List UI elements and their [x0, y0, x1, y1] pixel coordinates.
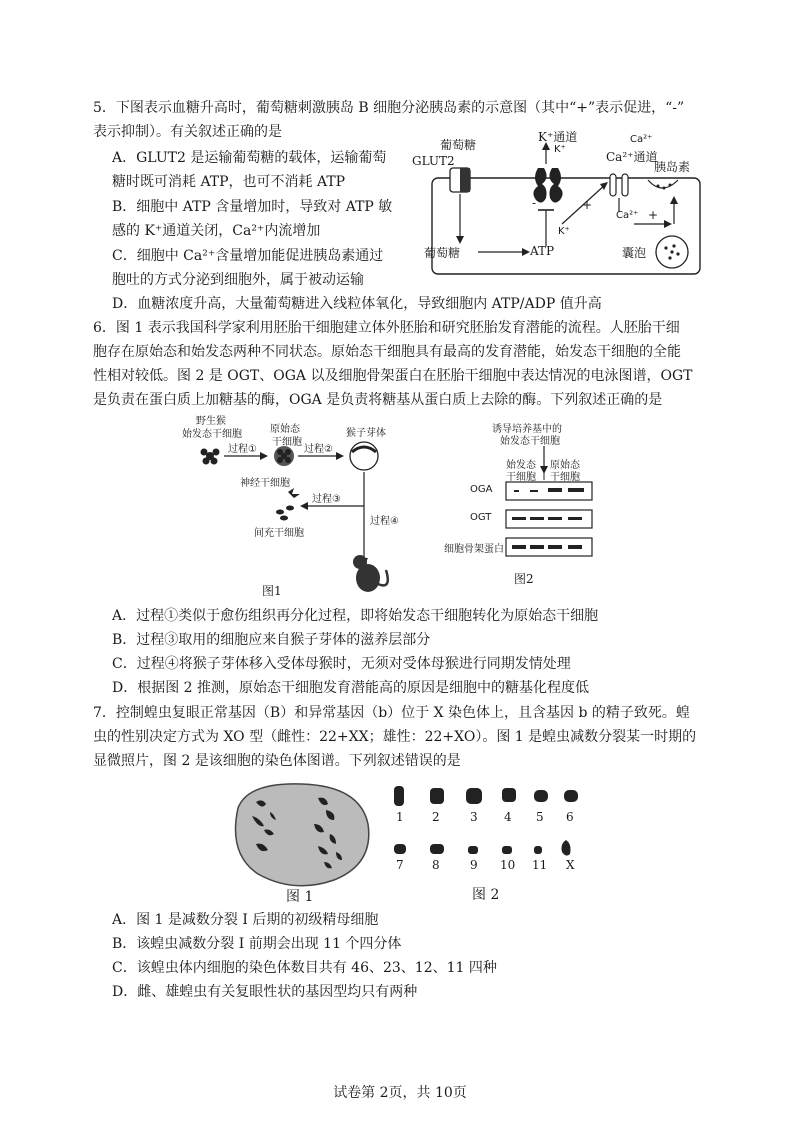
- q7-stem-line2: 虫的性别决定方式为 XO 型（雌性：22+XX；雄性：22+XO）。图 1 是蝗虫减数分裂某一时期的: [93, 729, 697, 745]
- q5-option-a-line1: A．GLUT2 是运输葡萄糖的载体，运输葡萄: [112, 150, 387, 166]
- karyo-label-6: 6: [566, 810, 574, 824]
- q5-option-b-line1: B．细胞中 ATP 含量增加时，导致对 ATP 敏: [112, 199, 393, 215]
- blot-header-2: 始发态干细胞: [500, 436, 560, 447]
- q7-option-d: D．雌、雄蝗虫有关复眼性状的基因型均只有两种: [112, 984, 418, 1000]
- karyotype-svg: [386, 780, 586, 890]
- label-process-3: 过程③: [312, 494, 341, 505]
- mesenchymal-stem-cell-icon: [276, 506, 294, 521]
- label-vesicle: 囊泡: [622, 246, 647, 260]
- label-naive-2: 干细胞: [272, 437, 302, 448]
- label-atp: ATP: [530, 244, 555, 258]
- q7-option-c: C．该蝗虫体内细胞的染色体数目共有 46、23、12、11 四种: [112, 960, 497, 976]
- karyo-label-9: 9: [470, 858, 478, 872]
- label-primed-stem-cell: 始发态干细胞: [182, 429, 242, 440]
- label-process-2: 过程②: [304, 444, 333, 455]
- label-mesenchymal: 间充干细胞: [254, 528, 304, 539]
- label-naive-1: 原始态: [270, 424, 300, 435]
- q5-option-b-line2: 感的 K⁺通道关闭，Ca²⁺内流增加: [112, 223, 321, 239]
- label-k-channel: K⁺通道: [538, 130, 578, 144]
- micrograph-svg: [226, 778, 376, 888]
- label-ca-outside: Ca²⁺: [630, 134, 653, 145]
- q7-option-a: A．图 1 是减数分裂 I 后期的初级精母细胞: [112, 912, 379, 928]
- q6-figure1-flow: [180, 412, 430, 598]
- karyotype-caption: 图 2: [472, 887, 500, 903]
- label-neural-stem-cell: 神经干细胞: [240, 478, 290, 489]
- q5-option-d: D．血糖浓度升高，大量葡萄糖进入线粒体氧化，导致细胞内 ATP/ADP 值升高: [112, 296, 602, 312]
- karyo-label-2: 2: [432, 810, 440, 824]
- sign-plus-2: +: [648, 208, 659, 222]
- q6-stem-line3: 性相对较低。图 2 是 OGT、OGA 以及细胞骨架蛋白在胚胎干细胞中表达情况的电泳图谱，OGT: [93, 368, 693, 384]
- figure1-caption: 图1: [262, 584, 282, 598]
- q6-option-a: A．过程①类似于愈伤组织再分化过程，即将始发态干细胞转化为原始态干细胞: [112, 608, 599, 624]
- q7-karyotype: [386, 780, 586, 906]
- q5-option-a-line2: 糖时既可消耗 ATP，也可不消耗 ATP: [112, 174, 346, 190]
- karyo-label-11: 11: [532, 858, 548, 872]
- blot-row-cytoskeleton: 细胞骨架蛋白: [444, 544, 504, 555]
- label-ca-inside: Ca²⁺: [616, 210, 639, 221]
- q6-option-d: D．根据图 2 推测，原始态干细胞发育潜能高的原因是细胞中的糖基化程度低: [112, 680, 590, 696]
- q7-stem-line3: 显微照片，图 2 是该细胞的染色体图谱。下列叙述错误的是: [93, 753, 461, 769]
- figure2-caption: 图2: [514, 572, 534, 586]
- q7-stem-line1: 7．控制蝗虫复眼正常基因（B）和异常基因（b）位于 X 染色体上，且含基因 b 的精子致死。蝗: [93, 705, 690, 721]
- q6-stem-line4: 是负责在蛋白质上加糖基的酶，OGA 是负责将糖基从蛋白质上去除的酶。下列叙述正确的是: [93, 392, 663, 408]
- exocytosis-icon: [648, 180, 678, 188]
- sign-plus-1: +: [582, 198, 593, 212]
- blot-col-naive-2: 干细胞: [550, 472, 580, 483]
- label-glucose-outside: 葡萄糖: [440, 138, 477, 152]
- q7-option-b: B．该蝗虫减数分裂 I 前期会出现 11 个四分体: [112, 936, 402, 952]
- blot-header-1: 诱导培养基中的: [492, 424, 562, 435]
- karyo-label-10: 10: [500, 858, 516, 872]
- q5-option-c-line1: C．细胞中 Ca²⁺含量增加能促进胰岛素通过: [112, 248, 384, 264]
- q7-micrograph: [226, 778, 376, 905]
- karyo-label-5: 5: [536, 810, 544, 824]
- q5-stem-line1: 5．下图表示血糖升高时，葡萄糖刺激胰岛 B 细胞分泌胰岛素的示意图（其中“+”表示促进，“-”: [93, 100, 685, 116]
- label-wild-monkey: 野生猴: [196, 416, 226, 427]
- glut2-half: [460, 168, 470, 192]
- karyo-label-7: 7: [396, 858, 404, 872]
- blot-col-primed-1: 始发态: [506, 460, 536, 471]
- label-process-1: 过程①: [228, 444, 257, 455]
- q5-stem-line2: 表示抑制）。有关叙述正确的是: [93, 124, 282, 140]
- cell-outline: [236, 784, 369, 886]
- karyo-label-3: 3: [470, 810, 478, 824]
- label-blastocyst: 猴子芽体: [346, 428, 386, 439]
- label-insulin: 胰岛素: [654, 160, 691, 174]
- micrograph-caption: 图 1: [286, 889, 314, 905]
- ca-channel-icon: [610, 174, 616, 196]
- label-glut2: GLUT2: [412, 154, 455, 168]
- label-glucose-inside: 葡萄糖: [424, 246, 461, 260]
- primed-stem-cell-icon: [201, 449, 220, 465]
- karyo-label-x: X: [566, 858, 575, 872]
- karyo-label-8: 8: [432, 858, 440, 872]
- q6-option-b: B．过程③取用的细胞应来自猴子芽体的滋养层部分: [112, 632, 431, 648]
- sign-minus: -: [532, 196, 537, 210]
- karyo-label-4: 4: [504, 810, 512, 824]
- q6-figure2-blot: [444, 420, 604, 592]
- karyo-label-1: 1: [396, 810, 404, 824]
- q6-option-c: C．过程④将猴子芽体移入受体母猴时，无须对受体母猴进行同期发情处理: [112, 656, 571, 672]
- q6-stem-line1: 6．图 1 表示我国科学家利用胚胎干细胞建立体外胚胎和研究胚胎发育潜能的流程。人胚胎干细: [93, 320, 680, 336]
- q5-beta-cell-diagram: [410, 128, 710, 278]
- monkey-icon: [353, 555, 388, 592]
- blot-col-primed-2: 干细胞: [506, 472, 536, 483]
- label-ca-channel: Ca²⁺通道: [606, 150, 658, 164]
- q5-option-c-line2: 胞吐的方式分泌到细胞外，属于被动运输: [112, 272, 364, 288]
- page-footer: 试卷第 2页，共 10页: [333, 1085, 467, 1101]
- blastocyst-icon: [350, 442, 378, 470]
- q6-stem-line2: 胞存在原始态和始发态两种不同状态。原始态干细胞具有最高的发育潜能，始发态干细胞的全能: [93, 344, 681, 360]
- label-process-4: 过程④: [370, 516, 399, 527]
- naive-stem-cell-icon: [274, 446, 294, 466]
- label-k-ion-top: K⁺: [554, 144, 566, 155]
- label-k-ion-inside: K⁺: [558, 226, 570, 237]
- blot-col-naive-1: 原始态: [550, 460, 580, 471]
- blot-row-ogt: OGT: [470, 512, 492, 523]
- neural-stem-cell-icon: [288, 488, 300, 498]
- blot-svg: [444, 420, 604, 592]
- blot-row-oga: OGA: [470, 484, 493, 495]
